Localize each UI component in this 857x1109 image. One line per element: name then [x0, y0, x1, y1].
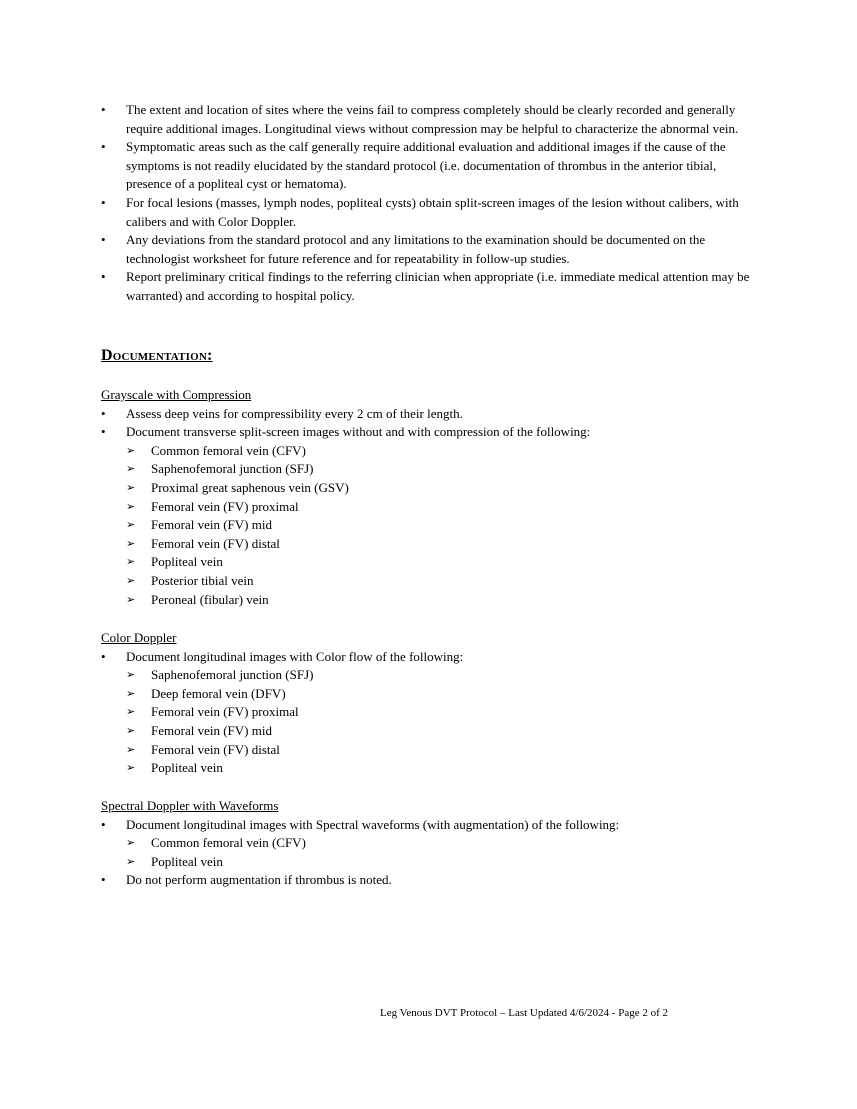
list-item: [101, 268, 761, 305]
sub-list-item: [101, 666, 801, 685]
spectral-doppler-section: [101, 797, 801, 890]
sub-item-text: Femoral vein (FV) distal: [151, 535, 280, 551]
sub-item-text: Deep femoral vein (DFV): [151, 685, 286, 701]
bullet-text: Document longitudinal images with Color flow of the following:: [126, 648, 464, 664]
arrow-bullet-icon: ➢: [126, 593, 136, 606]
sub-list-item: [101, 722, 801, 741]
sub-item-text: Femoral vein (FV) proximal: [151, 498, 299, 514]
arrow-bullet-icon: ➢: [126, 762, 136, 775]
arrow-bullet-icon: ➢: [126, 855, 136, 868]
sub-item-text: Posterior tibial vein: [151, 572, 254, 588]
sub-item-text: Common femoral vein (CFV): [151, 835, 306, 851]
arrow-bullet-icon: ➢: [126, 687, 136, 700]
list-item: [101, 816, 801, 835]
list-item: [101, 194, 761, 231]
sub-list-item: [101, 553, 801, 572]
documentation-heading: Documentation:: [101, 347, 213, 364]
bullet-icon: •: [101, 194, 106, 210]
bullet-icon: •: [101, 816, 106, 832]
list-item: [101, 101, 761, 138]
bullet-text: For focal lesions (masses, lymph nodes, popliteal cysts) obtain split-screen images of the lesion without calibers, with calibers and with Color Doppler.: [126, 194, 739, 229]
bullet-icon: •: [101, 232, 106, 248]
bullet-text: Any deviations from the standard protocol and any limitations to the examination should be documented on the technologist worksheet for future reference and for repeatability in follow-up studies.: [126, 232, 706, 266]
arrow-bullet-icon: ➢: [126, 574, 136, 587]
color-doppler-title: Color Doppler: [101, 630, 177, 645]
bullet-text: Assess deep veins for compressibility every 2 cm of their length.: [126, 405, 463, 421]
arrow-bullet-icon: ➢: [126, 556, 136, 569]
spectral-doppler-bullet-list: [101, 816, 801, 835]
bullet-icon: •: [101, 648, 106, 664]
sub-list-item: [101, 460, 801, 479]
sub-item-text: Femoral vein (FV) distal: [151, 741, 280, 757]
sub-item-text: Popliteal vein: [151, 554, 223, 570]
grayscale-bullet-list: [101, 405, 801, 442]
list-item: [101, 231, 761, 268]
page-footer: Leg Venous DVT Protocol – Last Updated 4/6/2024 - Page 2 of 2: [380, 1007, 668, 1019]
sub-item-text: Femoral vein (FV) mid: [151, 517, 272, 533]
color-doppler-bullet-list: [101, 648, 801, 667]
bullet-icon: •: [101, 872, 106, 888]
sub-item-text: Saphenofemoral junction (SFJ): [151, 461, 314, 477]
spectral-doppler-bullet-list-2: [101, 871, 801, 890]
list-item: [101, 648, 801, 667]
spectral-doppler-sub-list: [101, 834, 801, 871]
sub-item-text: Femoral vein (FV) mid: [151, 722, 272, 738]
sub-list-item: [101, 535, 801, 554]
arrow-bullet-icon: ➢: [126, 481, 136, 494]
sub-list-item: [101, 591, 801, 610]
grayscale-title: Grayscale with Compression: [101, 387, 252, 402]
bullet-icon: •: [101, 139, 106, 155]
arrow-bullet-icon: ➢: [126, 537, 136, 550]
list-item: [101, 405, 801, 424]
bullet-text: The extent and location of sites where the veins fail to compress completely should be clearly recorded and generally require additional images. Longitudinal views without compression may be helpful to characterize the abnormal vein.: [126, 102, 739, 136]
sub-item-text: Peroneal (fibular) vein: [151, 591, 269, 607]
grayscale-section: [101, 386, 801, 609]
bullet-icon: •: [101, 269, 106, 285]
sub-list-item: [101, 479, 801, 498]
sub-list-item: [101, 834, 801, 853]
arrow-bullet-icon: ➢: [126, 669, 136, 682]
sub-list-item: [101, 498, 801, 517]
sub-list-item: [101, 853, 801, 872]
bullet-icon: •: [101, 405, 106, 421]
bullet-text: Do not perform augmentation if thrombus is noted.: [126, 872, 392, 888]
arrow-bullet-icon: ➢: [126, 724, 136, 737]
arrow-bullet-icon: ➢: [126, 463, 136, 476]
bullet-icon: •: [101, 424, 106, 440]
bullet-icon: •: [101, 102, 106, 117]
arrow-bullet-icon: ➢: [126, 500, 136, 513]
bullet-text: Report preliminary critical findings to the referring clinician when appropriate (i.e. immediate medical attention may be warranted) and according to hospital policy.: [126, 269, 750, 303]
sub-item-text: Saphenofemoral junction (SFJ): [151, 667, 314, 683]
arrow-bullet-icon: ➢: [126, 837, 136, 850]
list-item: [101, 423, 801, 442]
color-doppler-section: [101, 629, 801, 778]
grayscale-sub-list: [101, 442, 801, 609]
sub-list-item: [101, 685, 801, 704]
sub-list-item: [101, 572, 801, 591]
arrow-bullet-icon: ➢: [126, 706, 136, 719]
sub-list-item: [101, 741, 801, 760]
arrow-bullet-icon: ➢: [126, 444, 136, 457]
bullet-text: Document transverse split-screen images without and with compression of the following:: [126, 424, 591, 440]
list-item: [101, 138, 761, 194]
spectral-doppler-title: Spectral Doppler with Waveforms: [101, 798, 279, 813]
arrow-bullet-icon: ➢: [126, 519, 136, 532]
sub-item-text: Popliteal vein: [151, 760, 223, 776]
sub-list-item: [101, 442, 801, 461]
sub-item-text: Popliteal vein: [151, 853, 223, 869]
intro-bullet-list: [101, 101, 761, 306]
bullet-text: Document longitudinal images with Spectral waveforms (with augmentation) of the following:: [126, 816, 620, 832]
sub-item-text: Common femoral vein (CFV): [151, 442, 306, 458]
sub-item-text: Proximal great saphenous vein (GSV): [151, 479, 349, 495]
sub-list-item: [101, 516, 801, 535]
color-doppler-sub-list: [101, 666, 801, 778]
arrow-bullet-icon: ➢: [126, 743, 136, 756]
sub-list-item: [101, 759, 801, 778]
sub-list-item: [101, 703, 801, 722]
list-item: [101, 871, 801, 890]
bullet-text: Symptomatic areas such as the calf generally require additional evaluation and additional images if the cause of the symptoms is not readily elucidated by the standard protocol (i.e. documentation of thrombus in the anterior tibial, presence of a popliteal cyst or hematoma).: [126, 139, 726, 192]
sub-item-text: Femoral vein (FV) proximal: [151, 704, 299, 720]
